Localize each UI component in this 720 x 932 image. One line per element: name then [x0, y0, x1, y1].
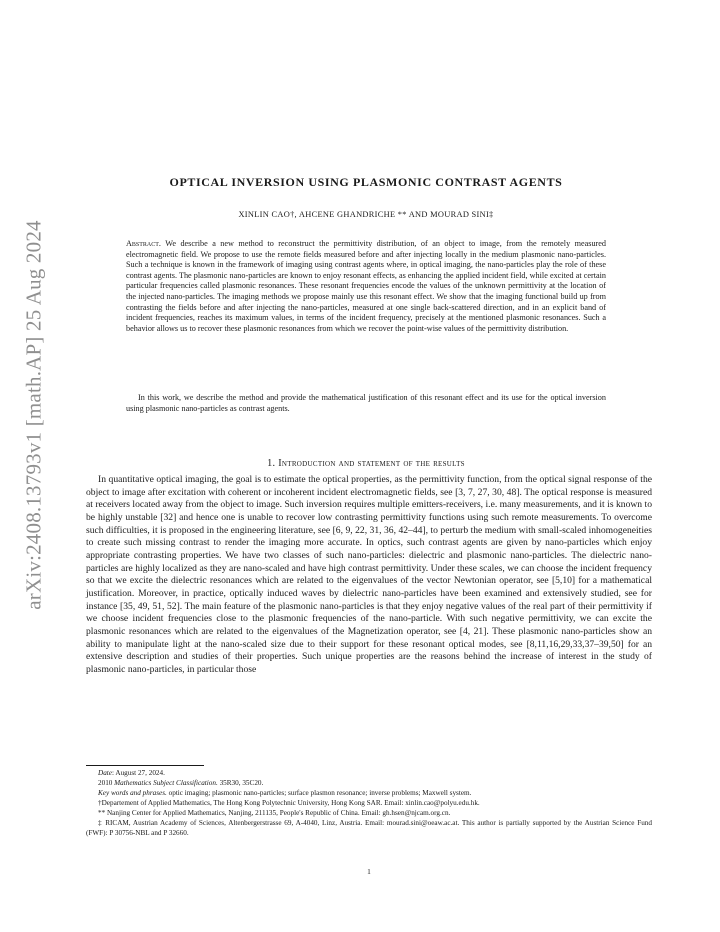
- footnote-author-1: †Departement of Applied Mathematics, The Hong Kong Polytechnic University, Hong Kong SAR. Email: xinlin.cao@polyu.edu.hk.: [98, 799, 480, 807]
- footnote-msc: [86, 778, 652, 788]
- abstract-text: We describe a new method to reconstruct the permittivity distribution, of an object to image, from the remotely measured electromagnetic field. We propose to use the remote fields measured before and after injecting locally in the medium plasmonic nano-particles. Such a technique is known in the framework of imaging using contrast agents where, in optical imaging, the nano-particles play the role of these contrast agents. The plasmonic nano-particles are known to enjoy resonant effects, as enhancing the applied incident field, while excited at certain particular frequencies called plasmonic resonances. These resonant frequencies encode the values of the unknown permittivity at the location of the injected nano-particles. The imaging methods we propose mainly use this resonant effect. We show that the imaging functional build up from contrasting the fields before and after injecting the nano-particles, measured at one single back-scattered direction, and in an explicit band of incident frequencies, reaches its maximum values, in terms of the incident frequency, precisely at the mentioned plasmonic resonances. Such a behavior allows us to recover these plasmonic resonances from which we recover the point-wise values of the permittivity distribution.: [126, 239, 606, 333]
- arxiv-identifier-stamp: [14, 205, 54, 625]
- footnote-divider: [86, 765, 204, 766]
- footnote-msc-label: Mathematics Subject Classification.: [114, 779, 218, 787]
- paper-authors: XINLIN CAO†, AHCENE GHANDRICHE ** AND MOURAD SINI‡: [238, 210, 494, 219]
- footnote-author-3: ‡ RICAM, Austrian Academy of Sciences, Altenbergerstrasse 69, A-4040, Linz, Austria. Email: mourad.sini@oeaw.ac.at. This author is partially supported by the Austrian Science Fund (FWF): P 30756-NBL and P 32660.: [86, 819, 652, 837]
- abstract: [126, 239, 606, 334]
- footnote-msc-value: 35R30, 35C20.: [217, 779, 264, 787]
- page-number: 1: [367, 867, 371, 876]
- footnotes: [86, 768, 652, 838]
- footnote-author-2: ** Nanjing Center for Applied Mathematics, Nanjing, 211135, People's Republic of China. Email: gh.hsen@njcam.org.cn.: [98, 809, 451, 817]
- footnote-keywords-label: Key words and phrases.: [98, 789, 167, 797]
- footnote-keywords: [86, 788, 652, 798]
- abstract-label: Abstract.: [126, 239, 161, 248]
- footnote-keywords-value: optic imaging; plasmonic nano-particles; surface plasmon resonance; inverse problems; Maxwell system.: [166, 789, 472, 797]
- paper-title: OPTICAL INVERSION USING PLASMONIC CONTRAST AGENTS: [169, 175, 563, 189]
- footnote-date-label: Date: [98, 769, 112, 777]
- abstract-paragraph-2: In this work, we describe the method and provide the mathematical justification of this resonant effect and its use for the optical inversion using plasmonic nano-particles as contrast agents.: [126, 393, 606, 413]
- footnote-date-value: : August 27, 2024.: [111, 769, 165, 777]
- footnote-date: [86, 768, 652, 778]
- arxiv-identifier-text: arXiv:2408.13793v1 [math.AP] 25 Aug 2024: [21, 220, 46, 610]
- section-heading: 1. Introduction and statement of the results: [267, 458, 465, 469]
- body-paragraph: In quantitative optical imaging, the goal is to estimate the optical properties, as the permittivity function, from the optical signal response of the object to image after excitation with coherent or incoherent incident electromagnetic fields, see [3, 7, 27, 30, 48]. The optical response is measured at receivers located away from the object to image. Such inversion requires multiple emitters-receivers, i.e. many measurements, and it is known to be highly unstable [32] and hence one is unable to recover low contrasting permittivity functions using such remote measurements. To overcome such difficulties, it is proposed in the engineering literature, see [6, 9, 22, 31, 36, 42–44], to perturb the medium with small-scaled inhomogeneities to create such missing contrast to render the imaging more accurate. In optics, such contrast agents are given by nano-particles which enjoy appropriate contrasting properties. We have two classes of such nano-particles: dielectric and plasmonic nano-particles. The dielectric nano-particles are highly localized as they are nano-scaled and have high contrast permittivity. Under these scales, we can choose the incident frequency so that we excite the dielectric resonances which are related to the eigenvalues of the vector Newtonian operator, see [5,10] for a mathematical justification. Moreover, in practice, optically induced waves by dielectric nano-particles have been examined and extensively studied, see for instance [35, 49, 51, 52]. The main feature of the plasmonic nano-particles is that they enjoy negative values of the real part of their permittivity if we choose incident frequencies close to the plasmonic frequencies of the nano-particle. With such negative permittivity, we can excite the plasmonic resonances which are related to the eigenvalues of the Magnetization operator, see [4, 21]. These plasmonic nano-particles show an ability to manipulate light at the nano-scaled size due to their support for these resonant optical modes, see [8,11,16,29,33,37–39,50] for an extensive description and studies of their properties. Such unique properties are the reasons behind the increase of interest in the study of plasmonic nano-particles, in particular those: [86, 474, 652, 675]
- footnote-msc-year: 2010: [98, 779, 115, 787]
